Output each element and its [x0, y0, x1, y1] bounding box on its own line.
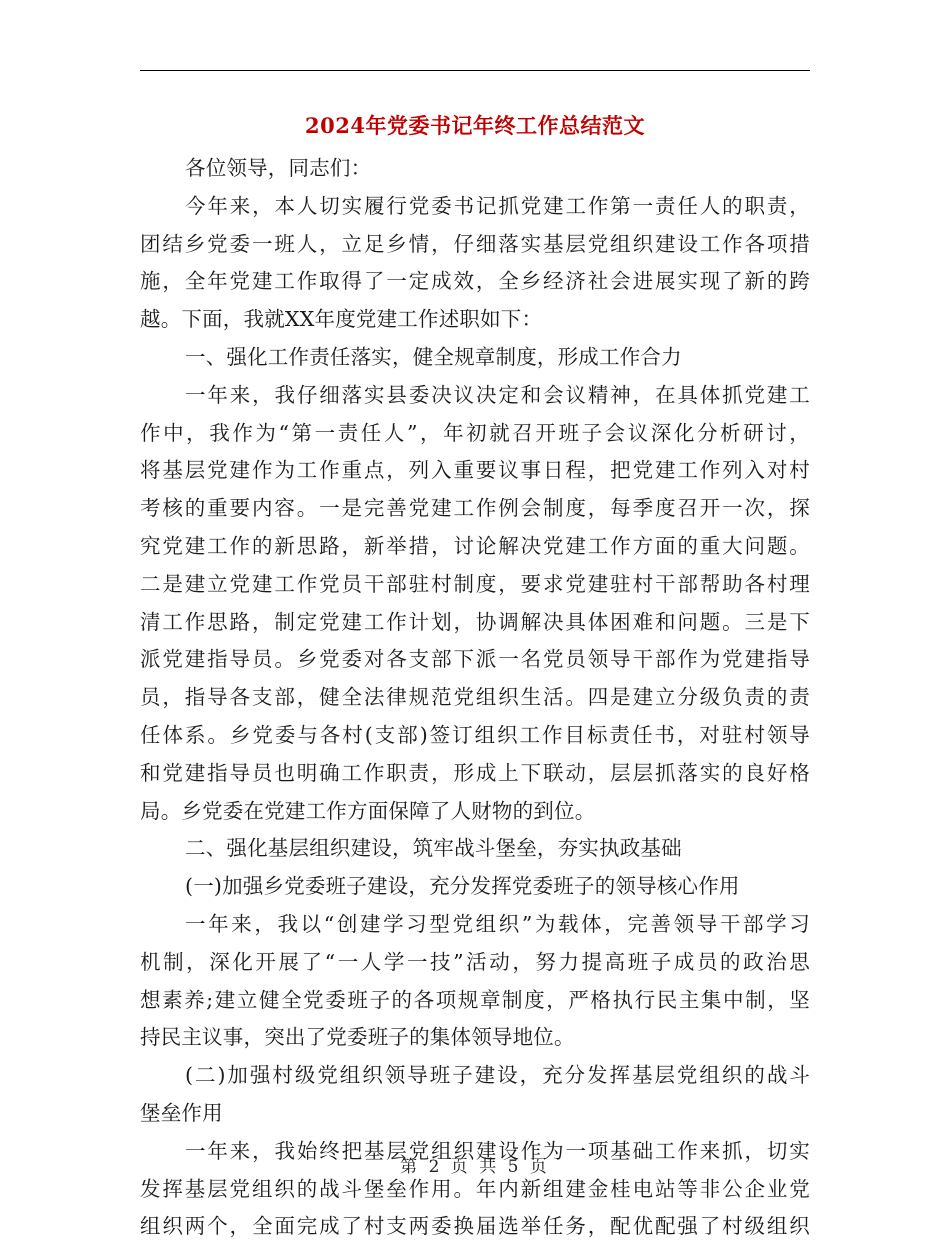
- page-footer: 第 2 页 共 5 页: [400, 1157, 550, 1177]
- text-line: 员，指导各支部，健全法律规范党组织生活。四是建立分级负责的责: [140, 685, 810, 710]
- text-line: 组织两个，全面完成了村支两委换届选举任务，配优配强了村级组织: [140, 1214, 810, 1239]
- text-line: 今年来，本人切实履行党委书记抓党建工作第一责任人的职责，: [185, 193, 810, 218]
- text-line: 团结乡党委一班人，立足乡情，仔细落实基层党组织建设工作各项措: [140, 231, 810, 256]
- text-line: 和党建指导员也明确工作职责，形成上下联动，层层抓落实的良好格: [140, 760, 810, 785]
- header-rule: [140, 70, 810, 71]
- text-line: 持民主议事，突出了党委班子的集体领导地位。: [140, 1025, 575, 1050]
- text-line: 一、强化工作责任落实，健全规章制度，形成工作合力: [185, 344, 682, 369]
- text-line: 局。乡党委在党建工作方面保障了人财物的到位。: [140, 798, 596, 823]
- text-line: 任体系。乡党委与各村(支部)签订组织工作目标责任书，对驻村领导: [140, 722, 810, 747]
- text-line: 一年来，我始终把基层党组织建设作为一项基础工作来抓，切实: [185, 1138, 810, 1163]
- text-line: 各位领导，同志们：: [185, 156, 372, 180]
- text-line: 清工作思路，制定党建工作计划，协调解决具体困难和问题。三是下: [140, 609, 810, 634]
- text-line: 一年来，我以“创建学习型党组织”为载体，完善领导干部学习: [185, 911, 810, 936]
- text-line: 二是建立党建工作党员干部驻村制度，要求党建驻村干部帮助各村理: [140, 571, 810, 596]
- text-line: 发挥基层党组织的战斗堡垒作用。年内新组建金桂电站等非公企业党: [140, 1176, 810, 1201]
- text-line: 堡垒作用: [140, 1100, 223, 1125]
- document-body: [140, 150, 810, 1246]
- document-title: 2024年党委书记年终工作总结范文: [305, 113, 645, 138]
- text-line: (一)加强乡党委班子建设，充分发挥党委班子的领导核心作用: [185, 874, 740, 899]
- text-line: 机制，深化开展了“一人学一技”活动，努力提高班子成员的政治思: [140, 949, 810, 974]
- text-line: 派党建指导员。乡党委对各支部下派一名党员领导干部作为党建指导: [140, 647, 810, 672]
- text-line: (二)加强村级党组织领导班子建设，充分发挥基层党组织的战斗: [185, 1063, 810, 1088]
- text-line: 越。下面，我就XX年度党建工作述职如下：: [140, 307, 543, 332]
- text-line: 将基层党建作为工作重点，列入重要议事日程，把党建工作列入对村: [140, 458, 810, 483]
- text-line: 施，全年党建工作取得了一定成效，全乡经济社会进展实现了新的跨: [140, 269, 810, 294]
- text-line: 考核的重要内容。一是完善党建工作例会制度，每季度召开一次，探: [140, 496, 810, 521]
- text-line: 究党建工作的新思路，新举措，讨论解决党建工作方面的重大问题。: [140, 533, 810, 558]
- text-line: 想素养;建立健全党委班子的各项规章制度，严格执行民主集中制，坚: [140, 987, 810, 1012]
- text-line: 二、强化基层组织建设，筑牢战斗堡垒，夯实执政基础: [185, 836, 682, 861]
- text-line: 一年来，我仔细落实县委决议决定和会议精神，在具体抓党建工: [185, 382, 810, 407]
- text-line: 作中，我作为“第一责任人”，年初就召开班子会议深化分析研讨，: [140, 420, 810, 445]
